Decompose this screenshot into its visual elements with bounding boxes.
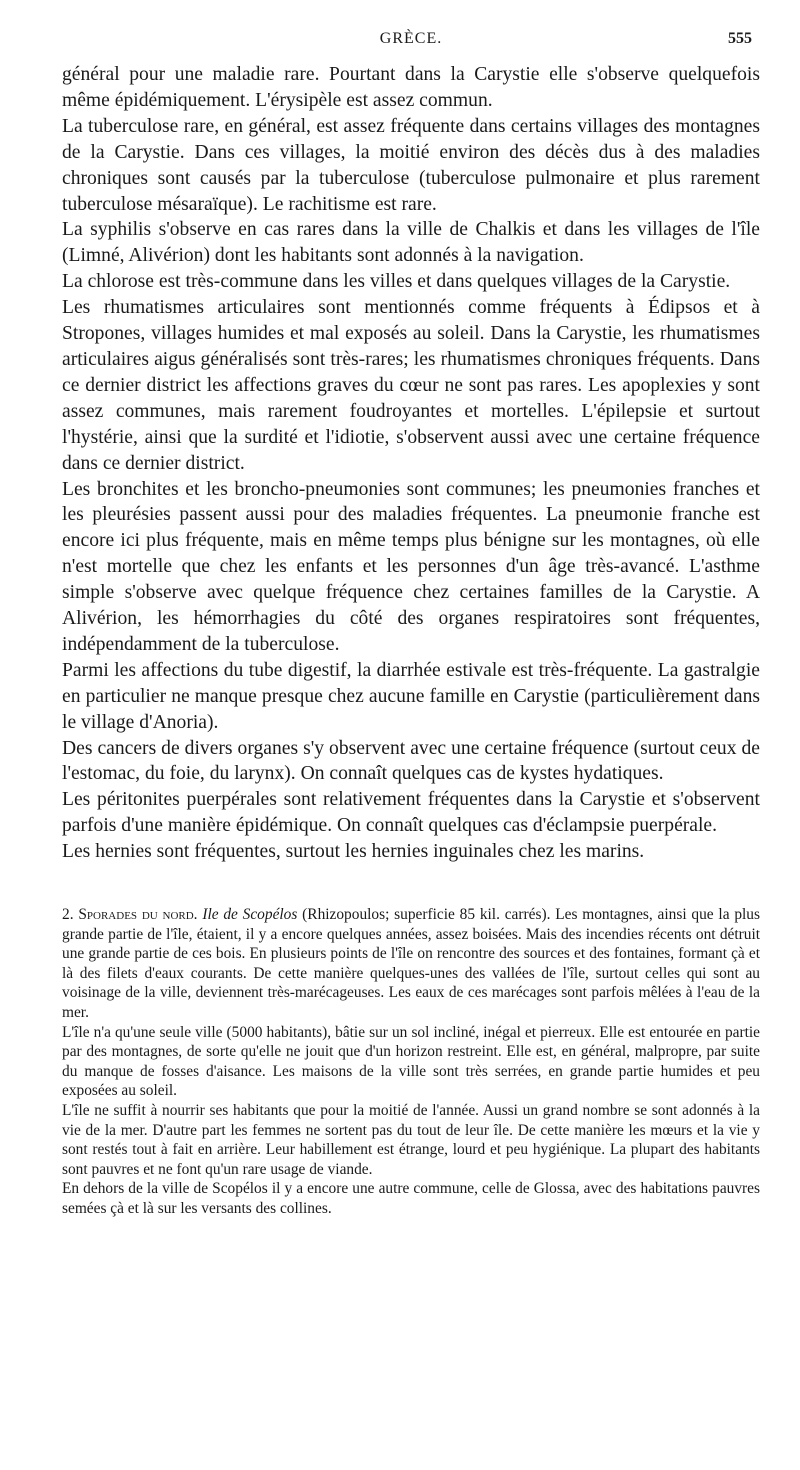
main-text [62, 62, 760, 865]
paragraph-tube-digestif: Parmi les affections du tube digestif, la diarrhée estivale est très-fréquente. La gastralgie en particulier ne manque presque chez aucune famille en Carystie (particulièrement dans le village d'Anoria). [62, 659, 760, 733]
page-number: 555 [728, 30, 752, 47]
paragraph-erysipele: général pour une maladie rare. Pourtant dans la Carystie elle s'observe quelquefois même épidémiquement. L'érysipèle est assez commun. [62, 64, 760, 111]
section-heading: Sporades du nord. [78, 906, 198, 924]
section-paragraph-text: (Rhizopoulos; superficie 85 kil. carrés). Les montagnes, ainsi que la plus grande partie de l'île, étaient, il y a encore quelques années, assez boisées. Mais des incendies récents ont détruit une grande partie de ces bois. En plusieurs points de l'île on rencontre des sources et des fontaines, formant çà et là des filets d'eaux courants. De cette manière quelques-unes des vallées de l'île, surtout celles qui sont au voisinage de la ville, deviennent très-marécageuses. Les eaux de ces marécages sont parfois mêlées à l'eau de la mer. [62, 906, 760, 1022]
paragraph-chlorose: La chlorose est très-commune dans les villes et dans quelques villages de la Carystie. [62, 271, 731, 293]
section-paragraph-glossa: En dehors de la ville de Scopélos il y a encore une autre commune, celle de Glossa, avec des habitations pauvres semées çà et là sur les versants des collines. [62, 1180, 760, 1217]
running-title: GRÈCE. [379, 30, 443, 47]
section-sporades-du-nord [62, 905, 760, 1219]
section-intro-paragraph [62, 905, 760, 1023]
paragraph-hernies: Les hernies sont fréquentes, surtout les hernies inguinales chez les marins. [62, 841, 645, 863]
section-subheading: Ile de Scopélos [202, 906, 298, 924]
paragraph-syphilis: La syphilis s'observe en cas rares dans la ville de Chalkis et dans les villages de l'île (Limné, Alivérion) dont les habitants sont adonnés à la navigation. [62, 219, 760, 267]
paragraph-tuberculose: La tuberculose rare, en général, est assez fréquente dans certains villages des montagnes de la Carystie. Dans ces villages, la moitié environ des décès dus à des maladies chroniques sont causés par la tuberculose (tuberculose pulmonaire et plus rarement tuberculose mésaraïque). Le rachitisme est rare. [62, 115, 760, 215]
section-paragraph-habitants: L'île ne suffit à nourrir ses habitants que pour la moitié de l'année. Aussi un grand nombre se sont adonnés à la vie de la mer. D'autre part les femmes ne sortent pas du tout de leur île. De cette manière les mœurs et la vie y sont restés tout à fait en arrière. Leur habillement est étrange, lourd et peu hygiénique. La plupart des habitants sont pauvres et ne font qu'un rare usage de viande. [62, 1102, 760, 1178]
paragraph-rhumatismes: Les rhumatismes articulaires sont mentionnés comme fréquents à Édipsos et à Stropones, villages humides et mal exposés au soleil. Dans la Carystie, les rhumatismes articulaires aigus généralisés sont très-rares; les rhumatismes chroniques fréquents. Dans ce dernier district les affections graves du cœur ne sont pas rares. Les apoplexies y sont assez communes, mais rarement foudroyantes et mortelles. L'épilepsie et surtout l'hystérie, ainsi que la surdité et l'idiotie, s'observent aussi avec une certaine fréquence dans ce dernier district. [62, 297, 760, 474]
section-paragraph-ville: L'île n'a qu'une seule ville (5000 habitants), bâtie sur un sol incliné, inégal et pierreux. Elle est entourée en partie par des montagnes, de sorte qu'elle ne jouit que d'un horizon restreint. Elle est, en général, malpropre, par suite du manque de fosses d'aisance. Les maisons de la ville sont très serrées, en grande partie humides et peu exposées au soleil. [62, 1023, 760, 1100]
paragraph-peritonites: Les péritonites puerpérales sont relativement fréquentes dans la Carystie et s'observent parfois d'une manière épidémique. On connaît quelques cas d'éclampsie puerpérale. [62, 789, 760, 837]
paragraph-cancers: Des cancers de divers organes s'y observent avec une certaine fréquence (surtout ceux de l'estomac, du foie, du larynx). On connaît quelques cas de kystes hydatiques. [62, 737, 760, 785]
section-number: 2. [62, 906, 74, 924]
running-head [62, 30, 760, 56]
paragraph-bronchites: Les bronchites et les broncho-pneumonies sont communes; les pneumonies franches et les pleurésies passent aussi pour des maladies fréquentes. La pneumonie franche est encore ici plus fréquente, mais en même temps plus bénigne sur les montagnes, où elle n'est mortelle que chez les enfants et les personnes d'un âge très-avancé. L'asthme simple s'observe avec quelque fréquence chez certaines familles de la Carystie. A Alivérion, les hémorrhagies du côté des organes respiratoires sont fréquentes, indépendamment de la tuberculose. [62, 478, 760, 655]
